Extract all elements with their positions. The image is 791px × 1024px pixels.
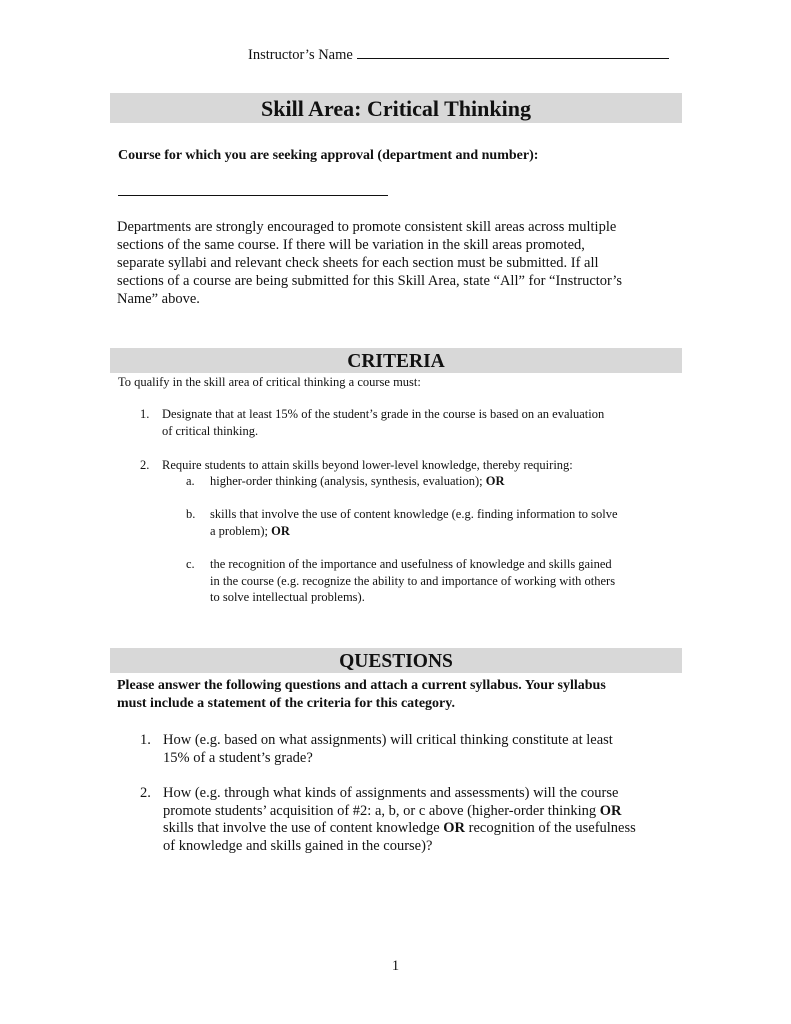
instructor-name-blank[interactable] — [357, 46, 669, 59]
paragraph-line: separate syllabi and relevant check sheets for each section must be submitted. If all — [117, 255, 599, 271]
question-text: skills that involve the use of content knowledge OR recognition of the usefulness — [163, 820, 636, 836]
questions-intro-line: Please answer the following questions and attach a current syllabus. Your syllabus — [117, 678, 606, 693]
or-conjunction: OR — [485, 474, 505, 488]
question-1 — [140, 732, 680, 768]
page-number: 1 — [391, 958, 400, 974]
criteria-intro: To qualify in the skill area of critical thinking a course must: — [118, 375, 421, 389]
criteria-subitem-a — [186, 473, 676, 491]
intro-paragraph — [117, 218, 662, 308]
subitem-letter: b. — [186, 507, 196, 521]
question-text: How (e.g. through what kinds of assignments and assessments) will the course — [163, 785, 619, 801]
course-blank-line[interactable] — [118, 195, 388, 196]
instructor-name-label: Instructor’s Name — [248, 47, 353, 63]
item-number: 1. — [140, 407, 150, 421]
item-text: of critical thinking. — [162, 424, 259, 438]
criteria-subitem-b — [186, 506, 676, 540]
subitem-text: skills that involve the use of content knowledge (e.g. finding information to solve — [210, 507, 618, 521]
question-text: 15% of a student’s grade? — [163, 749, 313, 766]
question-2 — [140, 785, 685, 857]
question-number: 1. — [140, 732, 151, 748]
paragraph-line: sections of the same course. If there will be variation in the skill areas promoted, — [117, 237, 585, 253]
questions-intro — [117, 677, 606, 712]
item-number: 2. — [140, 458, 150, 472]
criteria-subitem-c — [186, 556, 676, 606]
question-text: of knowledge and skills gained in the course)? — [163, 837, 433, 854]
course-prompt: Course for which you are seeking approval (department and number): — [118, 148, 539, 163]
subitem-text: to solve intellectual problems). — [210, 590, 365, 604]
criteria-item-1 — [140, 406, 680, 440]
question-text: How (e.g. based on what assignments) will critical thinking constitute at least — [163, 732, 613, 748]
item-text: Designate that at least 15% of the student’s grade in the course is based on an evaluation — [162, 407, 605, 421]
question-number: 2. — [140, 785, 151, 801]
subitem-text: a problem); OR — [210, 523, 290, 538]
paragraph-line: Departments are strongly encouraged to promote consistent skill areas across multiple — [117, 219, 617, 235]
paragraph-line: sections of a course are being submitted for this Skill Area, state “All” for “Instructor’s — [117, 273, 623, 289]
question-text: promote students’ acquisition of #2: a, b, or c above (higher-order thinking OR — [163, 802, 622, 819]
or-conjunction: OR — [443, 820, 466, 836]
item-text: Require students to attain skills beyond lower-level knowledge, thereby requiring: — [162, 458, 573, 472]
subitem-letter: a. — [186, 474, 195, 488]
subitem-text: in the course (e.g. recognize the ability to and importance of working with others — [210, 573, 616, 588]
subitem-text: higher-order thinking (analysis, synthesis, evaluation); OR — [210, 474, 505, 488]
or-conjunction: OR — [271, 523, 290, 538]
questions-heading: QUESTIONS — [110, 648, 682, 673]
paragraph-line: Name” above. — [117, 291, 200, 307]
page-title: Skill Area: Critical Thinking — [110, 93, 682, 123]
or-conjunction: OR — [599, 802, 622, 819]
instructor-name-field — [248, 46, 669, 64]
subitem-letter: c. — [186, 557, 195, 571]
criteria-heading: CRITERIA — [110, 348, 682, 373]
questions-intro-line: must include a statement of the criteria for this category. — [117, 695, 455, 711]
subitem-text: the recognition of the importance and usefulness of knowledge and skills gained — [210, 557, 612, 571]
